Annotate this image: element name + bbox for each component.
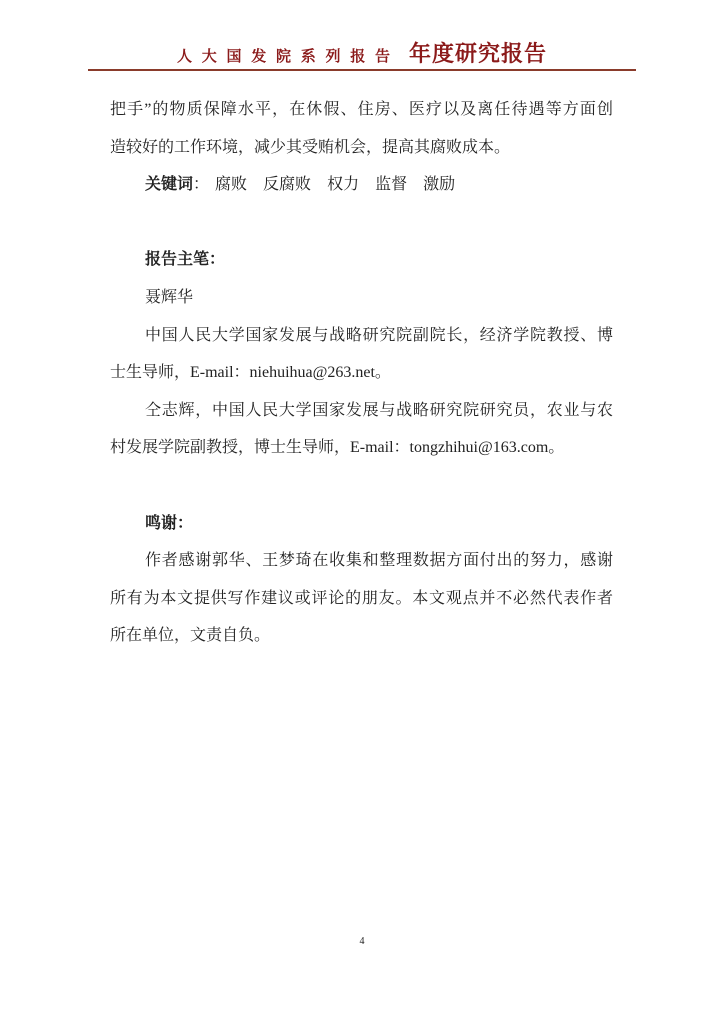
author-bio-line: 士生导师，E-mail：niehuihua@263.net。 — [110, 364, 391, 382]
header-rule — [88, 69, 636, 71]
keyword: 权力 — [327, 176, 360, 194]
authors-heading: 报告主笔： — [145, 251, 226, 269]
intro-line: 造较好的工作环境，减少其受贿机会，提高其腐败成本。 — [110, 138, 511, 156]
series-title: 人 大 国 发 院 系 列 报 告 — [176, 49, 393, 65]
keyword: 监督 — [375, 176, 408, 194]
author-bio-line: 中国人民大学国家发展与战略研究院副院长，经济学院教授、博 — [145, 326, 613, 344]
keyword: 激励 — [423, 176, 456, 194]
acknowledgements-heading: 鸣谢： — [145, 514, 194, 532]
intro-line: 把手”的物质保障水平，在休假、住房、医疗以及离任待遇等方面创 — [110, 101, 613, 118]
author-bio-line: 仝志辉，中国人民大学国家发展与战略研究院研究员，农业与农 — [145, 401, 613, 419]
blank-line — [110, 204, 613, 242]
keywords-line — [110, 166, 613, 204]
report-type: 年度研究报告 — [409, 41, 548, 66]
acknowledgements-line: 所在单位，文责自负。 — [110, 627, 271, 645]
keywords-label: 关键词 — [145, 176, 194, 194]
acknowledgements-line: 作者感谢郭华、王梦琦在收集和整理数据方面付出的努力，感谢 — [145, 552, 613, 570]
keyword: 腐败 — [215, 176, 248, 194]
running-header — [88, 41, 636, 67]
blank-line — [110, 467, 613, 505]
acknowledgements-line: 所有为本文提供写作建议或评论的朋友。本文观点并不必然代表作者 — [110, 589, 613, 607]
author-name: 聂辉华 — [145, 288, 194, 306]
page-body — [110, 91, 613, 655]
keywords-separator: ： — [193, 176, 210, 194]
keyword: 反腐败 — [263, 176, 312, 194]
page-number: 4 — [359, 936, 365, 947]
author-bio-line: 村发展学院副教授，博士生导师，E-mail：tongzhihui@163.com。 — [110, 439, 565, 457]
